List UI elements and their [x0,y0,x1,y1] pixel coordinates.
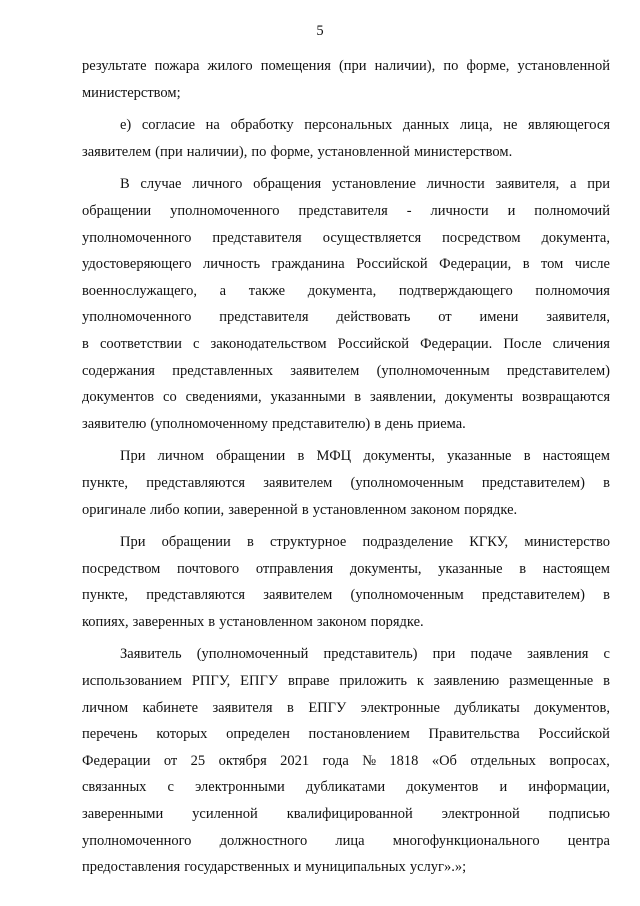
text-line: е) согласие на обработку персональных данных лица, не являющегося [120,117,610,134]
text-line: Заявитель (уполномоченный представитель) при подаче заявления с [120,646,610,663]
paragraph-electronic-duplicates [82,641,610,880]
text-line: пункте, представляются заявителем (уполномоченным представителем) в [82,474,610,491]
text-line: удостоверяющего личность гражданина Российской Федерации, в том числе [82,256,610,273]
paragraph-continuation [82,53,610,106]
text-line: уполномоченного должностного лица многофункционального центра [82,832,610,849]
text-line: связанных с электронными дубликатами документов и информации, [82,779,610,796]
text-line: министерством; [82,84,181,101]
text-line: пункте, представляются заявителем (уполномоченным представителем) в [82,587,610,604]
text-line: в соответствии с законодательством Российской Федерации. После сличения [82,335,610,352]
text-line: копиях, заверенных в установленном законом порядке. [82,613,424,630]
text-line: личном кабинете заявителя в ЕПГУ электронные дубликаты документов, [82,699,610,716]
text-line: оригинале либо копии, заверенной в установленном законом порядке. [82,501,518,518]
paragraph-mfc-submission [82,443,610,523]
paragraph-item-e [82,112,610,165]
text-line: военнослужащего, а также документа, подтверждающего полномочия [82,282,610,299]
text-line: уполномоченного представителя действовать от имени заявителя, [82,309,610,326]
text-line: В случае личного обращения установление личности заявителя, а при [120,176,610,193]
document-body [82,53,610,881]
paragraph-identity-verification [82,171,610,437]
text-line: Федерации от 25 октября 2021 года № 1818 «Об отдельных вопросах, [82,752,610,769]
text-line: перечень которых определен постановлением Правительства Российской [82,726,610,743]
text-line: результате пожара жилого помещения (при наличии), по форме, установленной [82,58,610,74]
text-line: предоставления государственных и муниципальных услуг».»; [82,859,467,876]
text-line: посредством почтового отправления документы, указанные в настоящем [82,560,610,577]
text-line: уполномоченного представителя осуществляется посредством документа, [82,229,610,246]
text-line: заверенными усиленной квалифицированной электронной подписью [82,806,610,823]
page-number: 5 [316,23,324,39]
text-line: заявителю (уполномоченному представителю) в день приема. [82,415,466,432]
text-line: заявителем (при наличии), по форме, установленной министерством. [82,143,513,160]
text-line: При личном обращении в МФЦ документы, указанные в настоящем [120,448,610,465]
text-line: документов со сведениями, указанными в заявлении, документы возвращаются [82,389,610,406]
text-line: содержания представленных заявителем (уполномоченным представителем) [82,362,610,379]
text-line: При обращении в структурное подразделение КГКУ, министерство [120,534,610,551]
text-line: обращении уполномоченного представителя - личности и полномочий [82,202,610,219]
paragraph-postal-submission [82,529,610,635]
text-line: использованием РПГУ, ЕПГУ вправе приложить к заявлению размещенные в [82,673,610,690]
